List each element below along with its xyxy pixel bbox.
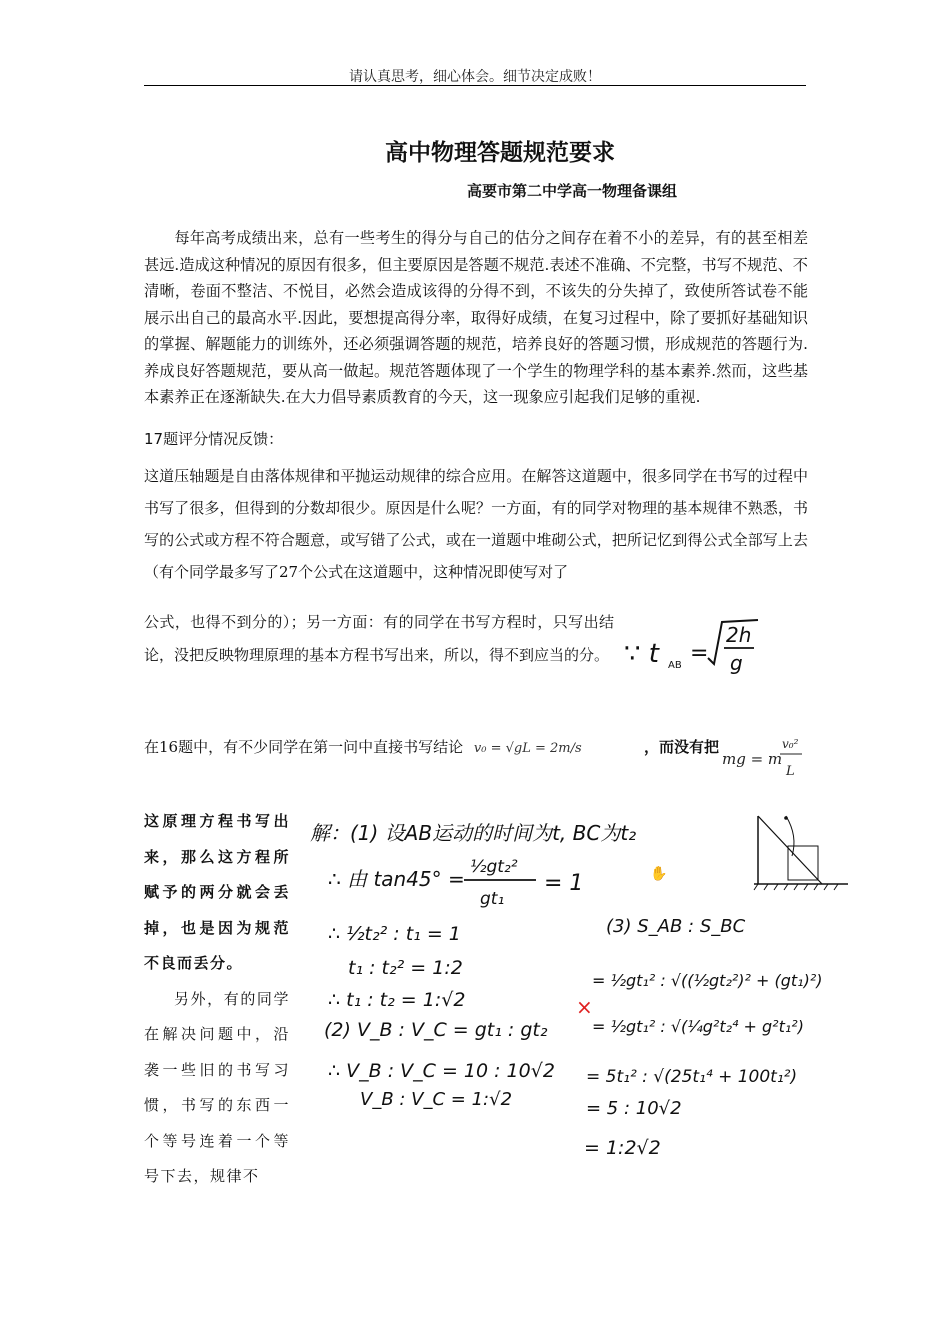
- hw-denominator: g: [730, 651, 743, 675]
- header-rule: [144, 85, 806, 86]
- hw-subscript: AB: [668, 660, 682, 671]
- sw-wrong-mark: ×: [576, 995, 593, 1019]
- incline-slope: [758, 816, 822, 884]
- page-subtitle: 高要市第二中学高一物理备课组: [467, 182, 678, 200]
- sw-line5: ∴ t₁ : t₂ = 1:√2: [328, 989, 466, 1011]
- q16-formula-lhs: mg = m: [722, 750, 783, 768]
- incline-diagram: [752, 812, 852, 892]
- q16-lead-text: 在16题中，有不少同学在第一问中直接书写结论: [144, 738, 464, 756]
- sw-r6: = 1:2√2: [584, 1137, 661, 1159]
- sw-line2-den: gt₁: [480, 889, 505, 909]
- q16-lead: [144, 736, 582, 757]
- hw-therefore: ∵ t: [624, 639, 660, 669]
- hw-numerator: 2h: [726, 623, 752, 647]
- sw-r5: = 5 : 10√2: [586, 1098, 682, 1119]
- ball-point: [784, 816, 788, 820]
- sw-r3: = ½gt₁² : √(¼g²t₂⁴ + g²t₁²): [592, 1017, 804, 1036]
- intro-paragraph: 每年高考成绩出来，总有一些考生的得分与自己的估分之间存在着不小的差异，有的甚至相差甚远.造成这种情况的原因有很多，但主要原因是答题不规范.表述不准确、不完整，书写不规范、不清晰，卷面不整洁、不悦目，必然会造成该得的分得不到，不该失的分失掉了，致使所答试卷不能展示出自己的最高水平.因此，要想提高得分率，取得好成绩，在复习过程中，除了要抓好基础知识的掌握、解题能力的训练外，还必须强调答题的规范，培养良好的答题习惯，形成规范的答题行为.养成良好答题规范，要从高一做起。规范答题体现了一个学生的物理学科的基本素养.然而，这些基本素养正在逐渐缺失.在大力倡导素质教育的今天，这一现象应引起我们足够的重视.: [144, 229, 808, 406]
- q17-heading: 17题评分情况反馈：: [144, 430, 284, 448]
- q16-formula-num: v₀²: [782, 737, 799, 751]
- side-column-bold: 这原理方程书写出来，那么这方程所赋予的两分就会丢掉，也是因为规范不良而丢分。: [144, 812, 290, 972]
- sw-line4: t₁ : t₂² = 1:2: [348, 957, 463, 979]
- side-column-plain: 另外，有的同学在解决问题中，沿袭一些旧的书写习惯，书写的东西一个等号连着一个等号下去，规律不: [144, 989, 290, 1185]
- sw-r1: (3) S_AB : S_BC: [606, 916, 746, 937]
- sw-line7: ∴ V_B : V_C = 10 : 10√2: [328, 1060, 555, 1082]
- ground-hatching: [754, 884, 838, 890]
- sw-r2: = ½gt₁² : √((½gt₂²)² + (gt₁)²): [592, 971, 823, 990]
- q17-paragraph: 这道压轴题是自由落体规律和平抛运动规律的综合应用。在解答这道题中，很多同学在书写的过程中书写了很多，但得到的分数却很少。原因是什么呢？一方面，有的同学对物理的基本规律不熟悉，书写的公式或方程不符合题意，或写错了公式，或在一道题中堆砌公式，把所记忆到得公式全部写上去（有个同学最多写了27个公式在这道题中，这种情况即使写对了: [144, 467, 808, 581]
- sw-line8: V_B : V_C = 1:√2: [360, 1089, 513, 1110]
- q17-paragraph-continued: 公式，也得不到分的）；另一方面：有的同学在书写方程时，只写出结论，没把反映物理原理的基本方程书写出来，所以，得不到应当的分。: [144, 613, 614, 664]
- sw-r4: = 5t₁² : √(25t₁⁴ + 100t₁²): [586, 1067, 798, 1087]
- sw-line2-num: ½gt₂²: [470, 857, 518, 877]
- sw-line2: ∴ 由 tan45° =: [328, 867, 465, 891]
- sw-line1: 解：(1) 设AB运动的时间为t, BC为t₂: [310, 821, 637, 845]
- hand-cursor-icon: ✋: [650, 866, 668, 882]
- q16-result-formula: v₀ = √gL = 2m/s: [473, 741, 582, 756]
- header-motto: 请认真思考，细心体会。细节决定成败！: [349, 69, 601, 85]
- sw-line6: (2) V_B : V_C = gt₁ : gt₂: [324, 1019, 548, 1041]
- sw-line2-res: = 1: [544, 871, 584, 896]
- q16-formula-mg: [718, 730, 808, 784]
- q16-formula-den: L: [786, 764, 795, 779]
- sw-line3: ∴ ½t₂² : t₁ = 1: [328, 923, 461, 945]
- handwritten-formula-tab: [618, 612, 798, 682]
- side-column: [144, 804, 290, 1195]
- page-title: 高中物理答题规范要求: [385, 140, 615, 166]
- q16-tail: ，而没有把: [644, 738, 720, 756]
- hw-equals: =: [690, 641, 709, 666]
